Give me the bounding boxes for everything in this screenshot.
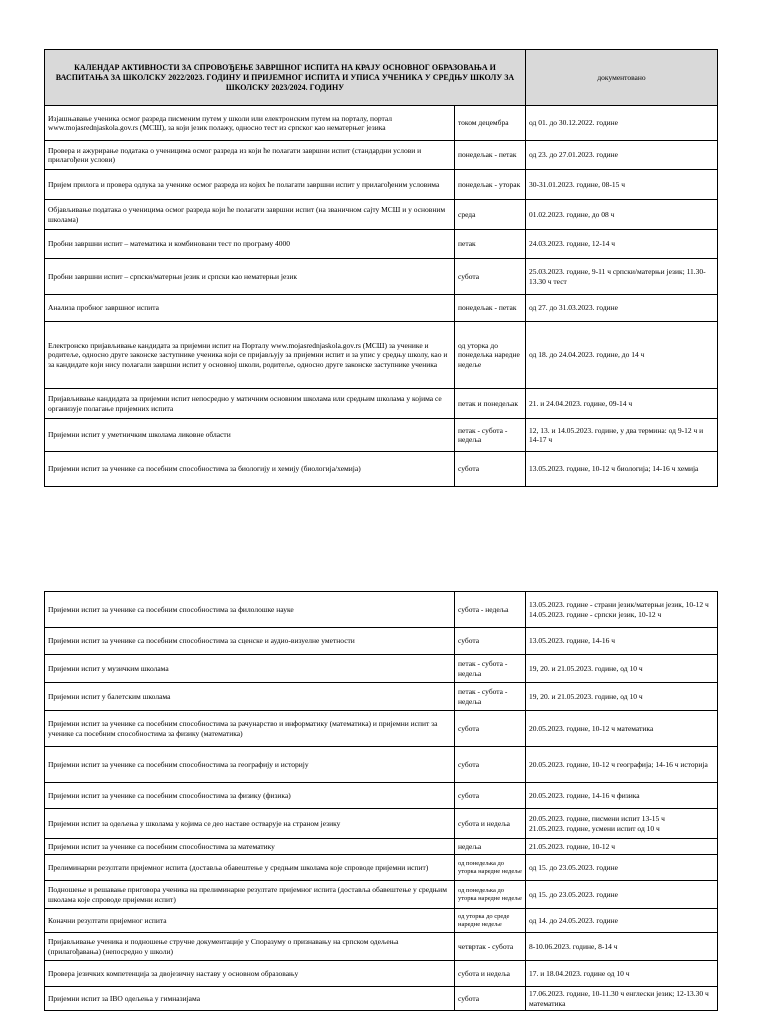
calendar-table-top bbox=[44, 49, 718, 487]
activity-cell: Подношење и решавање приговора ученика на прелиминарне резултате пријемног испита (доставља обавештење у средњим школама које спроводе пријемни испит) bbox=[45, 881, 455, 909]
day-cell: субота bbox=[455, 259, 526, 295]
date-cell: од 18. до 24.04.2023. године, до 14 ч bbox=[526, 322, 718, 389]
day-cell: од уторка до среде наредне недеље bbox=[455, 909, 526, 933]
table-row bbox=[45, 200, 718, 230]
date-cell: од 15. до 23.05.2023. године bbox=[526, 855, 718, 881]
table-row bbox=[45, 106, 718, 141]
date-cell: 30-31.01.2023. године, 08-15 ч bbox=[526, 170, 718, 200]
date-cell: 17.06.2023. године, 10-11.30 ч енглески језик; 12-13.30 ч математика bbox=[526, 987, 718, 1011]
table-title: КАЛЕНДАР АКТИВНОСТИ ЗА СПРОВОЂЕЊЕ ЗАВРШНОГ ИСПИТА НА КРАЈУ ОСНОВНОГ ОБРАЗОВАЊА И ВАСПИТАЊА ЗА ШКОЛСКУ 2022/2023. ГОДИНУ И ПРИЈЕМНОГ ИСПИТА И УПИСА УЧЕНИКА У СРЕДЊУ ШКОЛУ ЗА ШКОЛСКУ 2023/2024. ГОДИНУ bbox=[45, 50, 526, 106]
table-row bbox=[45, 909, 718, 933]
activity-cell: Пријемни испит за ученике са посебним способностима за физику (физика) bbox=[45, 783, 455, 809]
date-cell: 21. и 24.04.2023. године, 09-14 ч bbox=[526, 389, 718, 419]
date-cell: од 01. до 30.12.2022. године bbox=[526, 106, 718, 141]
activity-cell: Пријављивање кандидата за пријемни испит непосредно у матичним основним школама или средњим школама у којима се организује полагање пријемних испита bbox=[45, 389, 455, 419]
table-row bbox=[45, 881, 718, 909]
activity-cell: Пријемни испит за ученике са посебним способностима за математику bbox=[45, 839, 455, 855]
date-cell: 25.03.2023. године, 9-11 ч српски/матерњи језик; 11.30-13.30 ч тест bbox=[526, 259, 718, 295]
date-cell: од 14. до 24.05.2023. године bbox=[526, 909, 718, 933]
activity-cell: Прелиминарни резултати пријемног испита (доставља обавештење у средњим школама које спроводе пријемни испит) bbox=[45, 855, 455, 881]
date-cell: 20.05.2023. године, 14-16 ч физика bbox=[526, 783, 718, 809]
activity-cell: Пријемни испит за ученике са посебним способностима за сценске и аудио-визуелне уметности bbox=[45, 628, 455, 655]
activity-cell: Пријемни испит у музичким школама bbox=[45, 655, 455, 683]
calendar-table-bottom bbox=[44, 591, 718, 1011]
activity-cell: Анализа пробног завршног испита bbox=[45, 295, 455, 322]
day-cell: субота bbox=[455, 452, 526, 487]
day-cell: петак - субота - недеља bbox=[455, 419, 526, 452]
date-cell: 8-10.06.2023. године, 8-14 ч bbox=[526, 933, 718, 961]
activity-cell: Пријемни испит за ученике са посебним способностима за филолошке науке bbox=[45, 592, 455, 628]
day-cell: током децембра bbox=[455, 106, 526, 141]
table-row bbox=[45, 141, 718, 170]
day-cell: од понедељка до уторка наредне недеље bbox=[455, 855, 526, 881]
table-row bbox=[45, 933, 718, 961]
day-cell: субота и недеља bbox=[455, 961, 526, 987]
date-cell: 21.05.2023. године, 10-12 ч bbox=[526, 839, 718, 855]
day-cell: од понедељка до уторка наредне недеље bbox=[455, 881, 526, 909]
day-cell: субота bbox=[455, 747, 526, 783]
activity-cell: Пријемни испит за ученике са посебним способностима за биологију и хемију (биологија/хемија) bbox=[45, 452, 455, 487]
date-cell: 24.03.2023. године, 12-14 ч bbox=[526, 230, 718, 259]
table-row bbox=[45, 295, 718, 322]
table-row bbox=[45, 783, 718, 809]
day-cell: петак и понедељак bbox=[455, 389, 526, 419]
activity-cell: Провера и ажурирање података о ученицима осмог разреда из који ће полагати завршни испит (стандардни услови и прилагођени услови) bbox=[45, 141, 455, 170]
date-cell: од 15. до 23.05.2023. године bbox=[526, 881, 718, 909]
day-cell: понедељак - петак bbox=[455, 141, 526, 170]
activity-cell: Пријемни испит у уметничким школама ликовне области bbox=[45, 419, 455, 452]
activity-cell: Пријављивање ученика и подношење стручне документације у Споразуму о признавању на српском одељења (прилагођавања) (непосредно у школи) bbox=[45, 933, 455, 961]
day-cell: од уторка до понедељка наредне недеље bbox=[455, 322, 526, 389]
date-cell: 20.05.2023. године, 10-12 ч географија; 14-16 ч историја bbox=[526, 747, 718, 783]
day-cell: субота bbox=[455, 628, 526, 655]
activity-cell: Изјашњавање ученика осмог разреда писменим путем у школи или електронским путем на порталу, портал www.mojasrednjaskola.gov.rs (МСШ), за који језик полажу, односно тест из српског као нематерњег језика bbox=[45, 106, 455, 141]
table-row bbox=[45, 747, 718, 783]
day-cell: понедељак - уторак bbox=[455, 170, 526, 200]
day-cell: субота bbox=[455, 711, 526, 747]
table-row bbox=[45, 419, 718, 452]
day-cell: петак - субота - недеља bbox=[455, 683, 526, 711]
date-cell: од 23. до 27.01.2023. године bbox=[526, 141, 718, 170]
day-cell: петак - субота - недеља bbox=[455, 655, 526, 683]
table-row bbox=[45, 809, 718, 839]
activity-cell: Електронско пријављивање кандидата за пријемни испит на Порталу www.mojasrednjaskola.gov.rs (МСШ) за ученике и родитеље, односно друге законске заступнике ученика који се пријављују за пријемни испит и за упис у средњу школу, као и за кандидате који нису полагали завршни испит у основној школи, родитеље, односно друге законске заступнике ученика bbox=[45, 322, 455, 389]
date-cell: 13.05.2023. године, 14-16 ч bbox=[526, 628, 718, 655]
day-cell: недеља bbox=[455, 839, 526, 855]
activity-cell: Пријемни испит за одељења у школама у којима се део наставе остварује на страном језику bbox=[45, 809, 455, 839]
table-row bbox=[45, 230, 718, 259]
day-cell: понедељак - петак bbox=[455, 295, 526, 322]
date-cell: 12, 13. и 14.05.2023. године, у два термина: од 9-12 ч и 14-17 ч bbox=[526, 419, 718, 452]
table-row bbox=[45, 711, 718, 747]
table-row bbox=[45, 628, 718, 655]
date-cell: 13.05.2023. године, 10-12 ч биологија; 14-16 ч хемија bbox=[526, 452, 718, 487]
activity-cell: Пробни завршни испит – српски/матерњи језик и српски као нематерњи језик bbox=[45, 259, 455, 295]
day-cell: петак bbox=[455, 230, 526, 259]
date-cell: 13.05.2023. године - страни језик/матерњи језик, 10-12 ч 14.05.2023. године - српски језик, 10-12 ч bbox=[526, 592, 718, 628]
date-cell: 19, 20. и 21.05.2023. године, од 10 ч bbox=[526, 683, 718, 711]
activity-cell: Пријемни испит за ученике са посебним способностима за географију и историју bbox=[45, 747, 455, 783]
table-row bbox=[45, 987, 718, 1011]
date-cell: 20.05.2023. године, 10-12 ч математика bbox=[526, 711, 718, 747]
table-row bbox=[45, 389, 718, 419]
table-header-row bbox=[45, 50, 718, 106]
date-cell: 01.02.2023. године, до 08 ч bbox=[526, 200, 718, 230]
day-cell: субота и недеља bbox=[455, 809, 526, 839]
day-cell: субота - недеља bbox=[455, 592, 526, 628]
activity-cell: Пробни завршни испит – математика и комбиновани тест по програму 4000 bbox=[45, 230, 455, 259]
table-row bbox=[45, 259, 718, 295]
doc-header: документовано bbox=[526, 50, 718, 106]
table-row bbox=[45, 170, 718, 200]
activity-cell: Коначни резултати пријемног испита bbox=[45, 909, 455, 933]
activity-cell: Провера језичких компетенција за двојезичну наставу у основном образовању bbox=[45, 961, 455, 987]
activity-cell: Пријемни испит у балетским школама bbox=[45, 683, 455, 711]
day-cell: среда bbox=[455, 200, 526, 230]
activity-cell: Објављивање података о ученицима осмог разреда који ће полагати завршни испит (на званичном сајту МСШ и у основним школама) bbox=[45, 200, 455, 230]
day-cell: четвртак - субота bbox=[455, 933, 526, 961]
table-row bbox=[45, 452, 718, 487]
table-row bbox=[45, 322, 718, 389]
table-row bbox=[45, 839, 718, 855]
date-cell: од 27. до 31.03.2023. године bbox=[526, 295, 718, 322]
date-cell: 20.05.2023. године, писмени испит 13-15 ч 21.05.2023. године, усмени испит од 10 ч bbox=[526, 809, 718, 839]
table-row bbox=[45, 655, 718, 683]
date-cell: 17. и 18.04.2023. године од 10 ч bbox=[526, 961, 718, 987]
activity-cell: Пријемни испит за ученике са посебним способностима за рачунарство и информатику (математика) и пријемни испит за ученике са посебним способностима за физику (математика) bbox=[45, 711, 455, 747]
day-cell: субота bbox=[455, 783, 526, 809]
table-row bbox=[45, 961, 718, 987]
activity-cell: Пријемни испит за IBO одељења у гимназијама bbox=[45, 987, 455, 1011]
day-cell: субота bbox=[455, 987, 526, 1011]
table-row bbox=[45, 855, 718, 881]
table-row bbox=[45, 592, 718, 628]
table-row bbox=[45, 683, 718, 711]
activity-cell: Пријем прилога и провера одлука за ученике осмог разреда из којих ће полагати завршни испит у прилагођеним условима bbox=[45, 170, 455, 200]
date-cell: 19, 20. и 21.05.2023. године, од 10 ч bbox=[526, 655, 718, 683]
